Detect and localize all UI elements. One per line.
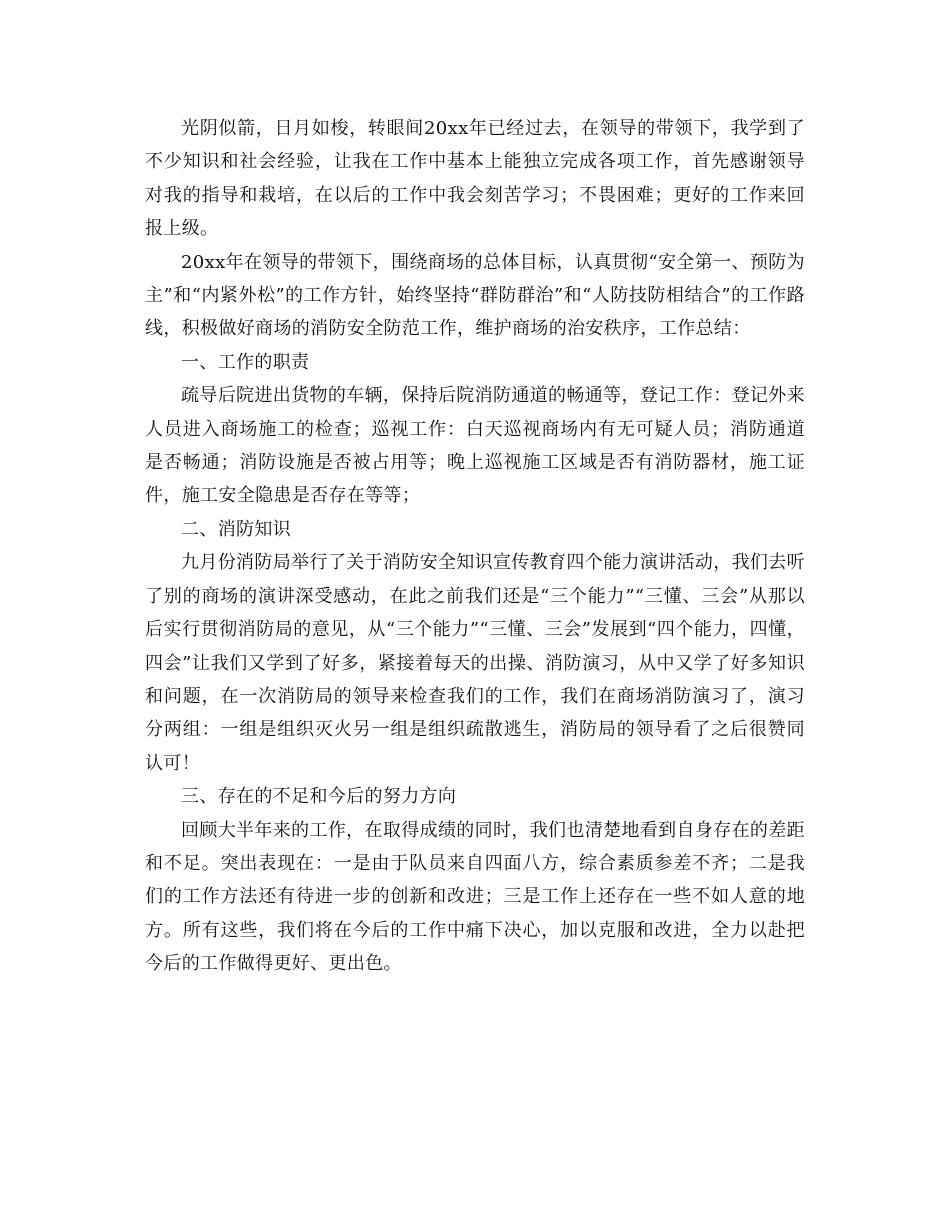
paragraph-duties: 疏导后院进出货物的车辆，保持后院消防通道的畅通等，登记工作：登记外来人员进入商场施工的检查；巡视工作：白天巡视商场内有无可疑人员；消防通道是否畅通；消防设施是否被占用等；晚上巡视施工区域是否有消防器材，施工证件，施工安全隐患是否存在等等； — [145, 385, 805, 507]
section-heading-duties: 一、工作的职责 — [181, 351, 310, 373]
paragraph-intro: 光阴似箭，日月如梭，转眼间20xx年已经过去，在领导的带领下，我学到了不少知识和社会经验，让我在工作中基本上能独立完成各项工作，首先感谢领导对我的指导和栽培，在以后的工作中我会刻苦学习；不畏困难；更好的工作来回报上级。 — [145, 118, 805, 240]
section-heading-shortcomings: 三、存在的不足和今后的努力方向 — [181, 786, 457, 808]
document-body — [145, 112, 805, 981]
paragraph-shortcomings: 回顾大半年来的工作，在取得成绩的同时，我们也清楚地看到自身存在的差距和不足。突出表现在：一是由于队员来自四面八方，综合素质参差不齐；二是我们的工作方法还有待进一步的创新和改进；三是工作上还存在一些不如人意的地方。所有这些，我们将在今后的工作中痛下决心，加以克服和改进，全力以赴把今后的工作做得更好、更出色。 — [145, 819, 805, 975]
paragraph-goals: 20xx年在领导的带领下，围绕商场的总体目标，认真贯彻“安全第一、预防为主”和“内紧外松”的工作方针，始终坚持“群防群治”和“人防技防相结合”的工作路线，积极做好商场的消防安全防范工作，维护商场的治安秩序，工作总结： — [145, 251, 805, 340]
paragraph-fire-knowledge: 九月份消防局举行了关于消防安全知识宣传教育四个能力演讲活动，我们去听了别的商场的演讲深受感动，在此之前我们还是“三个能力”“三懂、三会”从那以后实行贯彻消防局的意见，从“三个能力”“三懂、三会”发展到“四个能力，四懂，四会”让我们又学到了好多，紧接着每天的出操、消防演习，从中又学了好多知识和问题，在一次消防局的领导来检查我们的工作，我们在商场消防演习了，演习分两组：一组是组织灭火另一组是组织疏散逃生，消防局的领导看了之后很赞同认可！ — [145, 552, 805, 774]
section-heading-fire-knowledge: 二、消防知识 — [181, 518, 292, 540]
